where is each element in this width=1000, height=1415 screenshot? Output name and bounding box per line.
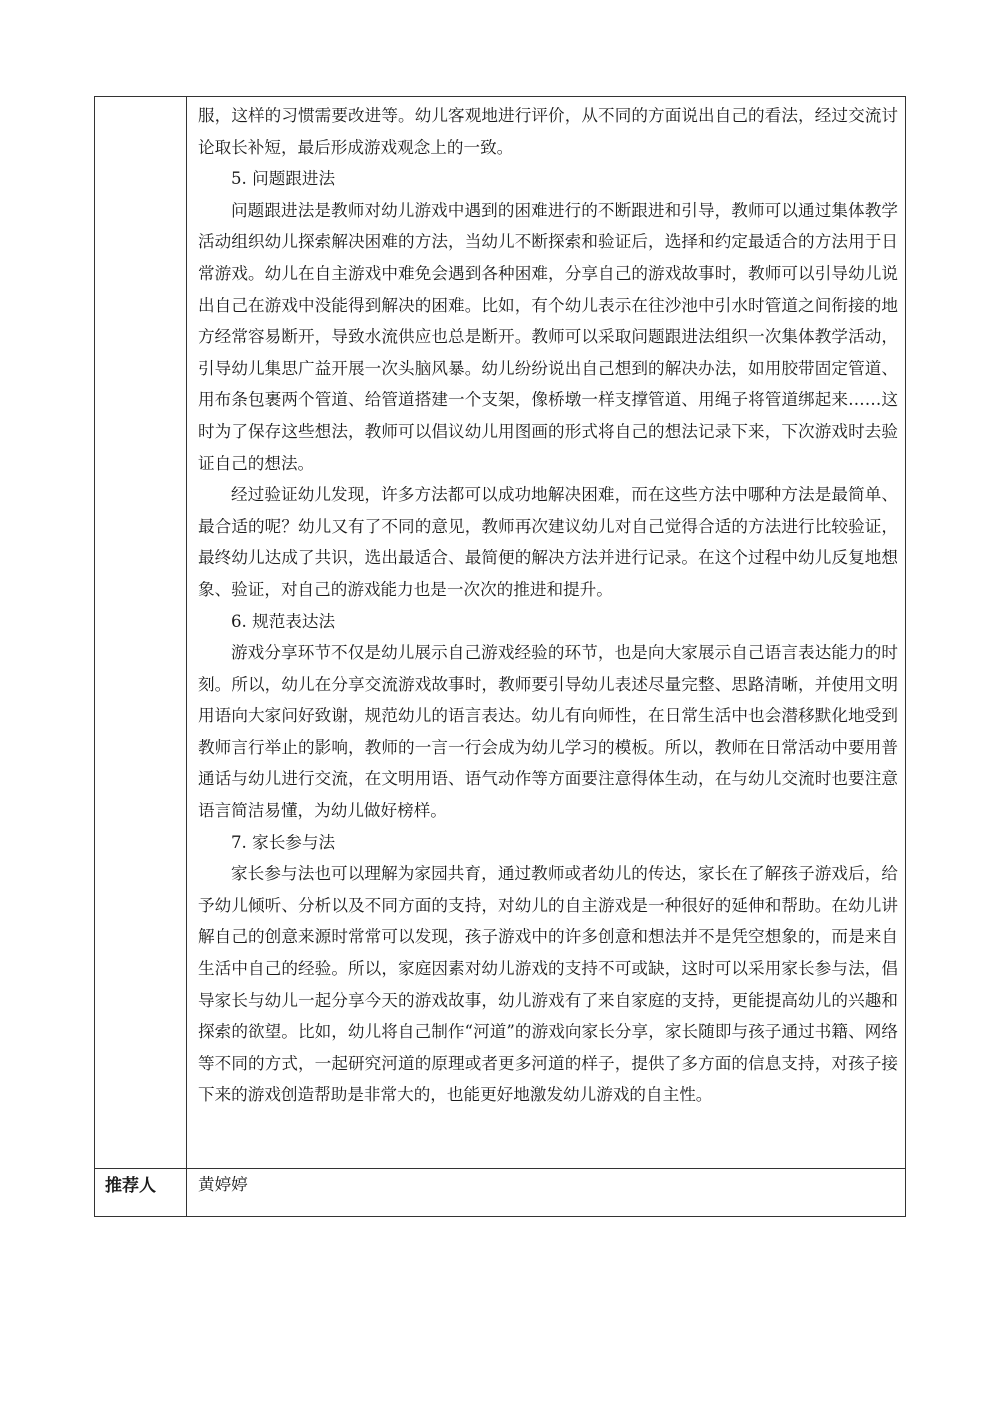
recommender-name: 黄婷婷	[198, 1175, 248, 1194]
paragraph: 服，这样的习惯需要改进等。幼儿客观地进行评价，从不同的方面说出自己的看法，经过交流讨论取长补短，最后形成游戏观念上的一致。	[198, 106, 898, 157]
content-cell	[198, 97, 898, 1111]
row-divider	[95, 1168, 906, 1169]
paragraph: 游戏分享环节不仅是幼儿展示自己游戏经验的环节，也是向大家展示自己语言表达能力的时刻。所以，幼儿在分享交流游戏故事时，教师要引导幼儿表述尽量完整、思路清晰，并使用文明用语向大家问好致谢，规范幼儿的语言表达。幼儿有向师性，在日常生活中也会潜移默化地受到教师言行举止的影响，教师的一言一行会成为幼儿学习的模板。所以，教师在日常活动中要用普通话与幼儿进行交流，在文明用语、语气动作等方面要注意得体生动，在与幼儿交流时也要注意语言简洁易懂，为幼儿做好榜样。	[198, 643, 898, 821]
column-divider	[186, 97, 187, 1217]
section-heading: 7. 家长参与法	[231, 832, 336, 852]
section-heading: 6. 规范表达法	[231, 611, 336, 631]
recommender-label: 推荐人	[105, 1176, 156, 1196]
document-table	[94, 96, 906, 1217]
section-heading: 5. 问题跟进法	[231, 169, 336, 189]
paragraph: 问题跟进法是教师对幼儿游戏中遇到的困难进行的不断跟进和引导，教师可以通过集体教学活动组织幼儿探索解决困难的方法，当幼儿不断探索和验证后，选择和约定最适合的方法用于日常游戏。幼儿在自主游戏中难免会遇到各种困难，分享自己的游戏故事时，教师可以引导幼儿说出自己在游戏中没能得到解决的困难。比如，有个幼儿表示在往沙池中引水时管道之间衔接的地方经常容易断开，导致水流供应也总是断开。教师可以采取问题跟进法组织一次集体教学活动，引导幼儿集思广益开展一次头脑风暴。幼儿纷纷说出自己想到的解决办法，如用胶带固定管道、用布条包裹两个管道、给管道搭建一个支架，像桥墩一样支撑管道、用绳子将管道绑起来……这时为了保存这些想法，教师可以倡议幼儿用图画的形式将自己的想法记录下来，下次游戏时去验证自己的想法。	[198, 200, 898, 473]
paragraph: 家长参与法也可以理解为家园共育，通过教师或者幼儿的传达，家长在了解孩子游戏后，给予幼儿倾听、分析以及不同方面的支持，对幼儿的自主游戏是一种很好的延伸和帮助。在幼儿讲解自己的创意来源时常常可以发现，孩子游戏中的许多创意和想法并不是凭空想象的，而是来自生活中自己的经验。所以，家庭因素对幼儿游戏的支持不可或缺，这时可以采用家长参与法，倡导家长与幼儿一起分享今天的游戏故事，幼儿游戏有了来自家庭的支持，更能提高幼儿的兴趣和探索的欲望。比如，幼儿将自己制作“河道”的游戏向家长分享，家长随即与孩子通过书籍、网络等不同的方式，一起研究河道的原理或者更多河道的样子，提供了多方面的信息支持，对孩子接下来的游戏创造帮助是非常大的，也能更好地激发幼儿游戏的自主性。	[198, 864, 898, 1105]
paragraph: 经过验证幼儿发现，许多方法都可以成功地解决困难，而在这些方法中哪种方法是最简单、最合适的呢？幼儿又有了不同的意见，教师再次建议幼儿对自己觉得合适的方法进行比较验证，最终幼儿达成了共识，选出最适合、最简便的解决方法并进行记录。在这个过程中幼儿反复地想象、验证，对自己的游戏能力也是一次次的推进和提升。	[198, 485, 898, 599]
